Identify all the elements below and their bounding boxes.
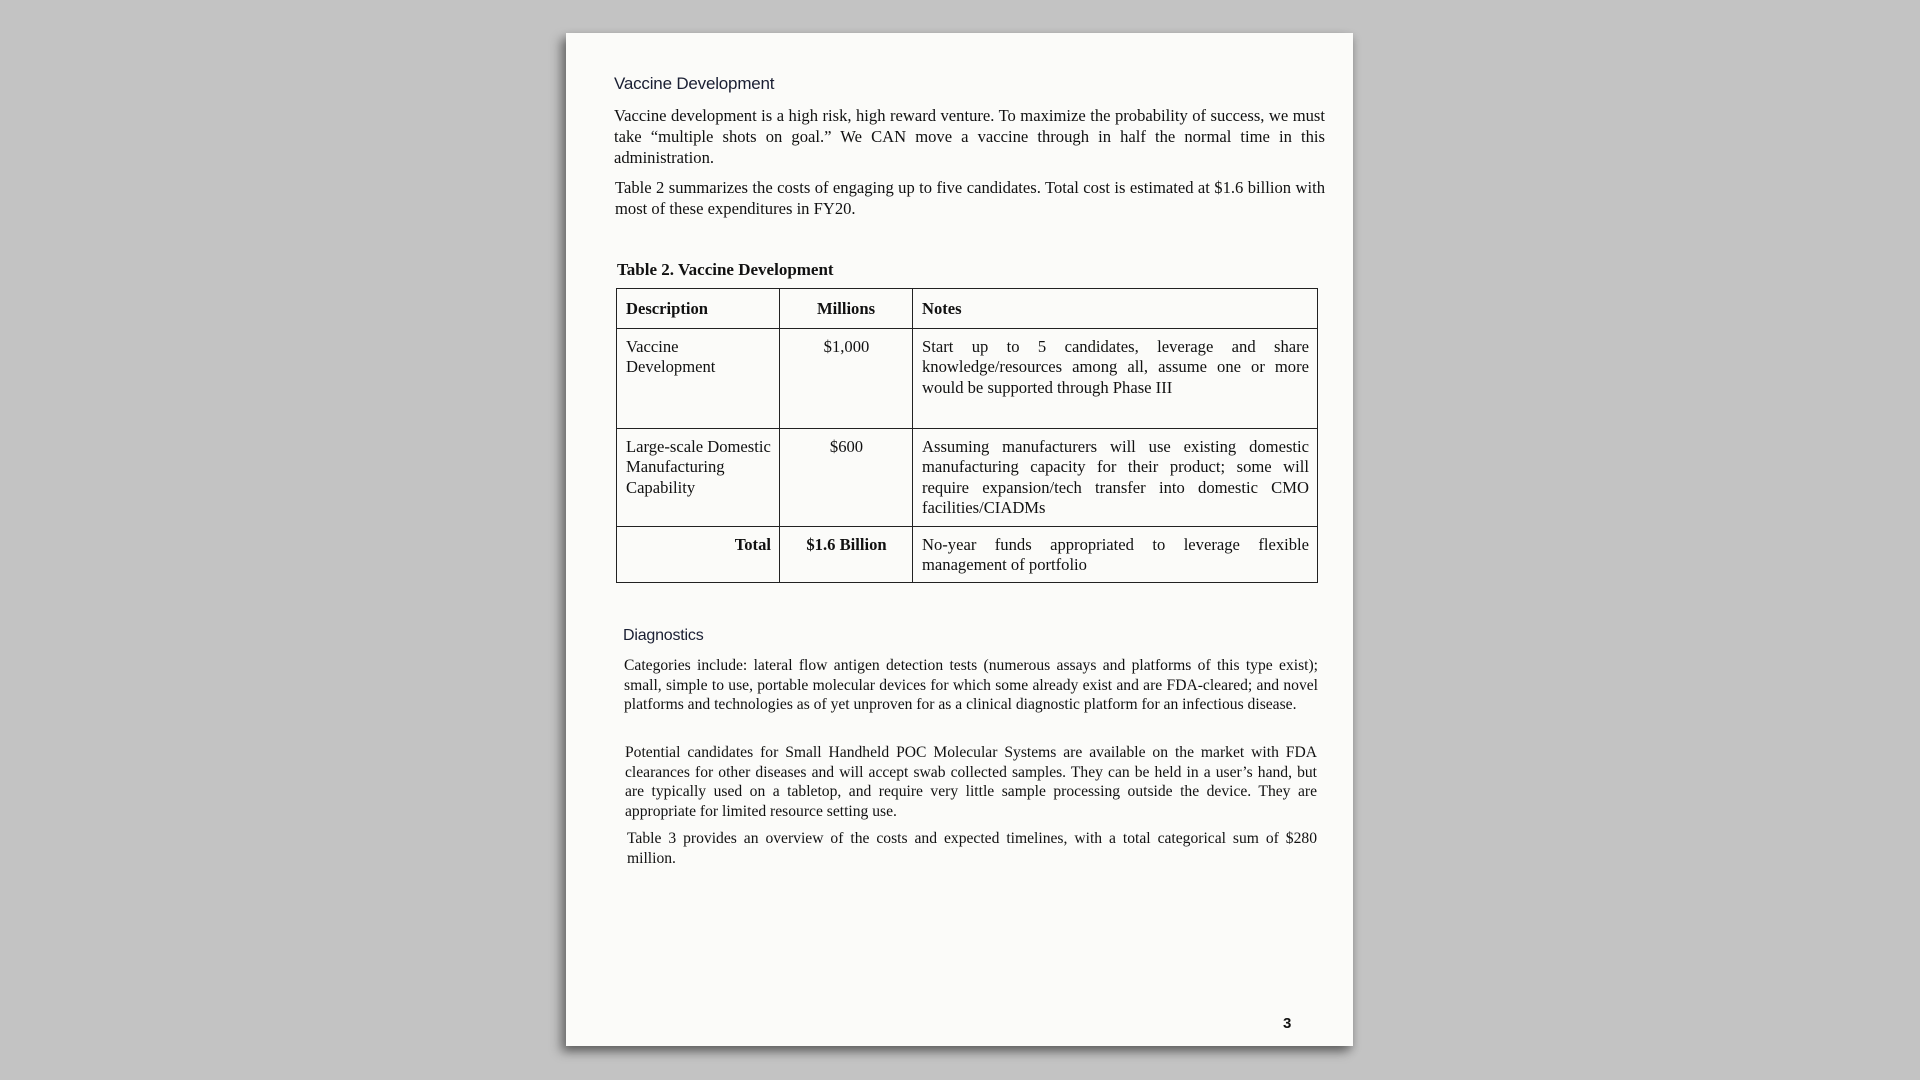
diagnostics-paragraph-1: Categories include: lateral flow antigen detection tests (numerous assays and platforms of this type exist); small, simple to use, portable molecular devices for which some already exist and are FDA-cleared; and novel platforms and technologies as of yet unproven for as a clinical diagnostic platform for an infectious disease. [624,657,1318,713]
table-header-row [617,289,1318,329]
header-notes: Notes [913,289,1318,329]
cell-total-value: $1.6 Billion [780,526,913,582]
diagnostics-paragraph-3: Table 3 provides an overview of the costs and expected timelines, with a total categorical sum of $280 million. [627,830,1317,867]
diagnostics-paragraph-2: Potential candidates for Small Handheld POC Molecular Systems are available on the market with FDA clearances for other diseases and will accept swab collected samples. They can be held in a user’s hand, but are typically used on a tabletop, and require very little sample processing outside the device. They are appropriate for limited resource setting use. [625,744,1317,820]
header-description: Description [617,289,780,329]
table-row [617,328,1318,428]
cell-notes: Assuming manufacturers will use existing domestic manufacturing capacity for their product; some will require expansion/tech transfer into domestic CMO facilities/CIADMs [913,428,1318,526]
section-heading-vaccine: Vaccine Development [614,74,775,93]
header-millions: Millions [780,289,913,329]
cell-description: Large-scale Domestic Manufacturing Capability [617,428,780,526]
page-number: 3 [1283,1015,1292,1032]
vaccine-paragraph-1: Vaccine development is a high risk, high reward venture. To maximize the probability of success, we must take “multiple shots on goal.” We CAN move a vaccine through in half the normal time in this administration. [614,106,1325,167]
cell-millions: $600 [780,428,913,526]
section-heading-diagnostics: Diagnostics [623,627,704,644]
table2 [616,288,1318,583]
cell-total-label: Total [617,526,780,582]
cell-notes: Start up to 5 candidates, leverage and share knowledge/resources among all, assume one or more would be supported through Phase III [913,328,1318,428]
vaccine-paragraph-2: Table 2 summarizes the costs of engaging up to five candidates. Total cost is estimated at $1.6 billion with most of these expenditures in FY20. [615,178,1325,218]
cell-notes: No-year funds appropriated to leverage flexible management of portfolio [913,526,1318,582]
table2-caption: Table 2. Vaccine Development [617,260,834,279]
table-total-row [617,526,1318,582]
document-page [566,33,1353,1046]
cell-millions: $1,000 [780,328,913,428]
table-row [617,428,1318,526]
cell-description: Vaccine Development [617,328,780,428]
